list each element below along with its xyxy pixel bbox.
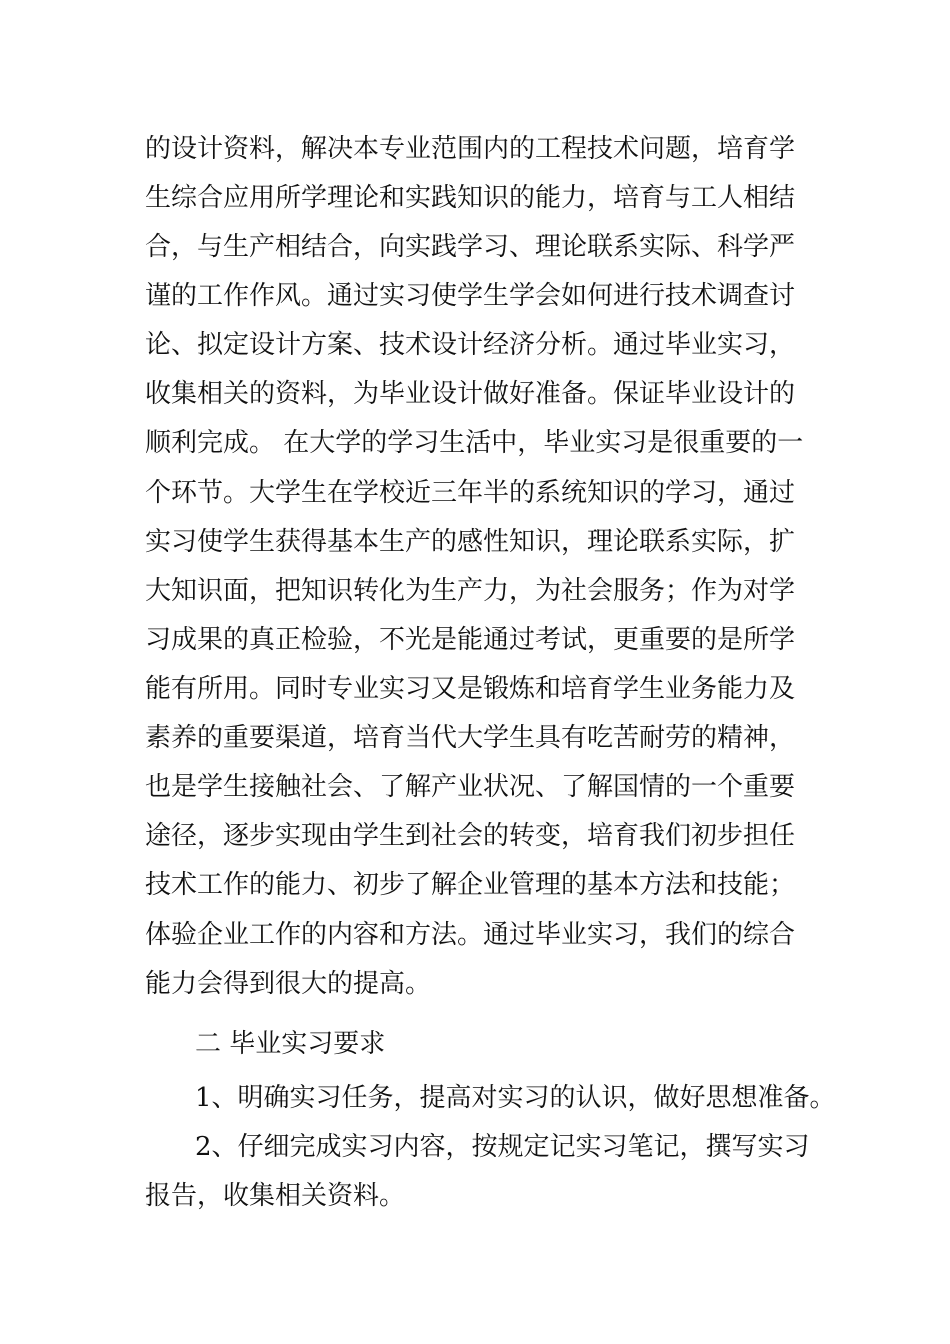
- body-line: 个环节。大学生在学校近三年半的系统知识的学习，通过: [145, 478, 796, 508]
- requirement-item-2-continuation: 报告，收集相关资料。: [145, 1181, 406, 1211]
- body-line: 大知识面，把知识转化为生产力，为社会服务；作为对学: [145, 576, 796, 606]
- body-line: 合，与生产相结合，向实践学习、理论联系实际、科学严: [145, 232, 796, 262]
- body-line: 能力会得到很大的提高。: [145, 969, 432, 999]
- body-line: 素养的重要渠道，培育当代大学生具有吃苦耐劳的精神，: [145, 723, 796, 753]
- requirement-item-1: 1、明确实习任务，提高对实习的认识，做好思想准备。: [195, 1083, 836, 1113]
- requirement-item-2: 2、仔细完成实习内容，按规定记实习笔记，撰写实习: [195, 1132, 810, 1162]
- body-line: 论、拟定设计方案、技术设计经济分析。通过毕业实习，: [145, 330, 796, 360]
- body-line: 顺利完成。 在大学的学习生活中，毕业实习是很重要的一: [145, 428, 804, 458]
- body-line: 习成果的真正检验，不光是能通过考试，更重要的是所学: [145, 625, 796, 655]
- body-line: 也是学生接触社会、了解产业状况、了解国情的一个重要: [145, 772, 796, 802]
- body-line: 体验企业工作的内容和方法。通过毕业实习，我们的综合: [145, 920, 796, 950]
- body-line: 收集相关的资料，为毕业设计做好准备。保证毕业设计的: [145, 379, 796, 409]
- body-line: 实习使学生获得基本生产的感性知识，理论联系实际，扩: [145, 527, 796, 557]
- body-line: 生综合应用所学理论和实践知识的能力，培育与工人相结: [145, 183, 796, 213]
- body-line: 技术工作的能力、初步了解企业管理的基本方法和技能；: [145, 870, 796, 900]
- body-line: 能有所用。同时专业实习又是锻炼和培育学生业务能力及: [145, 674, 796, 704]
- body-line: 的设计资料，解决本专业范围内的工程技术问题，培育学: [145, 134, 796, 164]
- body-line: 谨的工作作风。通过实习使学生学会如何进行技术调查讨: [145, 281, 796, 311]
- section-heading: 二 毕业实习要求: [195, 1029, 386, 1059]
- body-line: 途径，逐步实现由学生到社会的转变，培育我们初步担任: [145, 821, 796, 851]
